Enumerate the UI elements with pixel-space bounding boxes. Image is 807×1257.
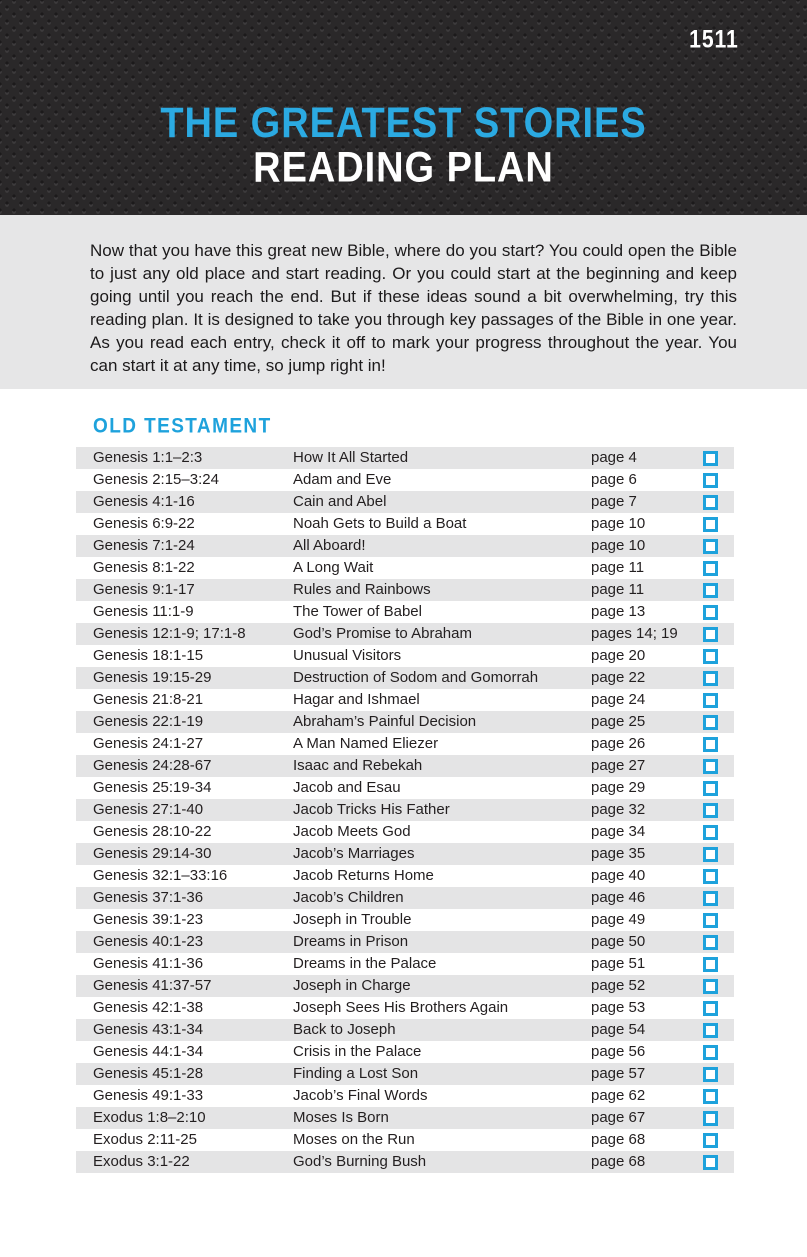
- reading-plan-row: [76, 1151, 734, 1173]
- scripture-reference: Genesis 43:1-34: [93, 1021, 204, 1038]
- scripture-reference: Genesis 45:1-28: [93, 1065, 204, 1082]
- page-reference: page 56: [591, 1043, 646, 1060]
- progress-checkbox[interactable]: [703, 671, 718, 686]
- story-title: Jacob’s Final Words: [293, 1087, 428, 1104]
- reading-plan-row: [76, 557, 734, 579]
- reading-plan-row: [76, 843, 734, 865]
- scripture-reference: Genesis 49:1-33: [93, 1087, 204, 1104]
- page-reference: pages 14; 19: [591, 625, 678, 642]
- story-title: God’s Burning Bush: [293, 1153, 427, 1170]
- reading-plan-row: [76, 535, 734, 557]
- scripture-reference: Genesis 8:1-22: [93, 559, 195, 576]
- reading-plan-row: [76, 865, 734, 887]
- intro-section: [0, 215, 807, 389]
- reading-plan-row: [76, 645, 734, 667]
- page-reference: page 40: [591, 867, 646, 884]
- story-title: Moses on the Run: [293, 1131, 415, 1148]
- story-title: A Man Named Eliezer: [293, 735, 439, 752]
- page-title-line2: READING PLAN: [253, 144, 554, 192]
- story-title: Abraham’s Painful Decision: [293, 713, 477, 730]
- reading-plan-row: [76, 975, 734, 997]
- scripture-reference: Genesis 21:8-21: [93, 691, 204, 708]
- progress-checkbox[interactable]: [703, 539, 718, 554]
- story-title: Jacob and Esau: [293, 779, 401, 796]
- story-title: Joseph in Charge: [293, 977, 411, 994]
- reading-plan-section: [0, 389, 807, 1173]
- story-title: Jacob’s Marriages: [293, 845, 415, 862]
- scripture-reference: Genesis 18:1-15: [93, 647, 204, 664]
- progress-checkbox[interactable]: [703, 451, 718, 466]
- story-title: Dreams in the Palace: [293, 955, 437, 972]
- reading-plan-row: [76, 689, 734, 711]
- scripture-reference: Genesis 27:1-40: [93, 801, 204, 818]
- page-reference: page 10: [591, 515, 646, 532]
- page-reference: page 53: [591, 999, 646, 1016]
- story-title: Isaac and Rebekah: [293, 757, 423, 774]
- story-title: Adam and Eve: [293, 471, 392, 488]
- reading-plan-row: [76, 931, 734, 953]
- story-title: Finding a Lost Son: [293, 1065, 419, 1082]
- page-reference: page 22: [591, 669, 646, 686]
- scripture-reference: Genesis 44:1-34: [93, 1043, 204, 1060]
- page-reference: page 54: [591, 1021, 646, 1038]
- progress-checkbox[interactable]: [703, 605, 718, 620]
- story-title: Noah Gets to Build a Boat: [293, 515, 467, 532]
- page-reference: page 25: [591, 713, 646, 730]
- story-title: Crisis in the Palace: [293, 1043, 422, 1060]
- page-number: 1511: [689, 24, 739, 53]
- scripture-reference: Genesis 41:1-36: [93, 955, 204, 972]
- progress-checkbox[interactable]: [703, 715, 718, 730]
- page-reference: page 32: [591, 801, 646, 818]
- page-reference: page 11: [591, 559, 645, 576]
- progress-checkbox[interactable]: [703, 1045, 718, 1060]
- progress-checkbox[interactable]: [703, 1089, 718, 1104]
- scripture-reference: Exodus 2:11-25: [93, 1131, 197, 1148]
- reading-plan-row: [76, 821, 734, 843]
- page-reference: page 24: [591, 691, 646, 708]
- story-title: Joseph in Trouble: [293, 911, 412, 928]
- section-heading-old-testament: OLD TESTAMENT: [93, 414, 272, 438]
- scripture-reference: Genesis 7:1-24: [93, 537, 195, 554]
- progress-checkbox[interactable]: [703, 825, 718, 840]
- story-title: Jacob’s Children: [293, 889, 404, 906]
- page-reference: page 27: [591, 757, 646, 774]
- story-title: All Aboard!: [293, 537, 366, 554]
- page-title: [0, 101, 807, 191]
- page-reference: page 7: [591, 493, 637, 510]
- progress-checkbox[interactable]: [703, 935, 718, 950]
- page-reference: page 6: [591, 471, 637, 488]
- reading-plan-row: [76, 755, 734, 777]
- reading-plan-row: [76, 491, 734, 513]
- progress-checkbox[interactable]: [703, 1111, 718, 1126]
- progress-checkbox[interactable]: [703, 517, 718, 532]
- scripture-reference: Exodus 3:1-22: [93, 1153, 190, 1170]
- scripture-reference: Genesis 9:1-17: [93, 581, 195, 598]
- story-title: Cain and Abel: [293, 493, 387, 510]
- page-reference: page 46: [591, 889, 646, 906]
- story-title: A Long Wait: [293, 559, 374, 576]
- scripture-reference: Genesis 19:15-29: [93, 669, 212, 686]
- scripture-reference: Genesis 29:14-30: [93, 845, 212, 862]
- page-reference: page 20: [591, 647, 646, 664]
- progress-checkbox[interactable]: [703, 1155, 718, 1170]
- page-reference: page 68: [591, 1153, 646, 1170]
- reading-plan-row: [76, 667, 734, 689]
- progress-checkbox[interactable]: [703, 847, 718, 862]
- progress-checkbox[interactable]: [703, 1001, 718, 1016]
- progress-checkbox[interactable]: [703, 649, 718, 664]
- scripture-reference: Genesis 4:1-16: [93, 493, 195, 510]
- reading-plan-row: [76, 447, 734, 469]
- story-title: Back to Joseph: [293, 1021, 396, 1038]
- progress-checkbox[interactable]: [703, 561, 718, 576]
- page-reference: page 4: [591, 449, 637, 466]
- scripture-reference: Genesis 2:15–3:24: [93, 471, 219, 488]
- reading-plan-row: [76, 623, 734, 645]
- reading-plan-row: [76, 909, 734, 931]
- page-reference: page 50: [591, 933, 646, 950]
- progress-checkbox[interactable]: [703, 1133, 718, 1148]
- scripture-reference: Genesis 39:1-23: [93, 911, 204, 928]
- page-reference: page 11: [591, 581, 645, 598]
- reading-plan-row: [76, 777, 734, 799]
- reading-plan-row: [76, 799, 734, 821]
- page-reference: page 57: [591, 1065, 646, 1082]
- header-banner: [0, 0, 807, 215]
- scripture-reference: Genesis 1:1–2:3: [93, 449, 203, 466]
- progress-checkbox[interactable]: [703, 891, 718, 906]
- page-reference: page 52: [591, 977, 646, 994]
- page-reference: page 68: [591, 1131, 646, 1148]
- progress-checkbox[interactable]: [703, 1023, 718, 1038]
- scripture-reference: Genesis 6:9-22: [93, 515, 195, 532]
- page-title-line1: THE GREATEST STORIES: [160, 99, 647, 147]
- page-reference: page 13: [591, 603, 646, 620]
- page-reference: page 67: [591, 1109, 646, 1126]
- reading-plan-row: [76, 1063, 734, 1085]
- page-reference: page 49: [591, 911, 646, 928]
- progress-checkbox[interactable]: [703, 627, 718, 642]
- reading-plan-row: [76, 887, 734, 909]
- scripture-reference: Genesis 37:1-36: [93, 889, 204, 906]
- story-title: How It All Started: [293, 449, 409, 466]
- scripture-reference: Genesis 24:1-27: [93, 735, 204, 752]
- scripture-reference: Genesis 41:37-57: [93, 977, 212, 994]
- scripture-reference: Genesis 42:1-38: [93, 999, 204, 1016]
- scripture-reference: Genesis 25:19-34: [93, 779, 212, 796]
- progress-checkbox[interactable]: [703, 957, 718, 972]
- reading-plan-table: [76, 447, 734, 1173]
- story-title: Dreams in Prison: [293, 933, 409, 950]
- page-reference: page 35: [591, 845, 646, 862]
- reading-plan-row: [76, 1129, 734, 1151]
- page-reference: page 26: [591, 735, 646, 752]
- page-reference: page 51: [591, 955, 646, 972]
- scripture-reference: Genesis 32:1–33:16: [93, 867, 228, 884]
- progress-checkbox[interactable]: [703, 737, 718, 752]
- scripture-reference: Genesis 28:10-22: [93, 823, 212, 840]
- reading-plan-row: [76, 469, 734, 491]
- scripture-reference: Genesis 12:1-9; 17:1-8: [93, 625, 246, 642]
- progress-checkbox[interactable]: [703, 759, 718, 774]
- reading-plan-row: [76, 579, 734, 601]
- reading-plan-row: [76, 733, 734, 755]
- progress-checkbox[interactable]: [703, 803, 718, 818]
- reading-plan-row: [76, 953, 734, 975]
- progress-checkbox[interactable]: [703, 693, 718, 708]
- page-reference: page 34: [591, 823, 646, 840]
- reading-plan-row: [76, 711, 734, 733]
- progress-checkbox[interactable]: [703, 1067, 718, 1082]
- scripture-reference: Genesis 24:28-67: [93, 757, 212, 774]
- story-title: Jacob Meets God: [293, 823, 411, 840]
- story-title: God’s Promise to Abraham: [293, 625, 472, 642]
- story-title: Rules and Rainbows: [293, 581, 431, 598]
- reading-plan-row: [76, 601, 734, 623]
- progress-checkbox[interactable]: [703, 583, 718, 598]
- page-reference: page 62: [591, 1087, 646, 1104]
- page-reference: page 29: [591, 779, 646, 796]
- scripture-reference: Exodus 1:8–2:10: [93, 1109, 206, 1126]
- progress-checkbox[interactable]: [703, 473, 718, 488]
- reading-plan-row: [76, 1107, 734, 1129]
- intro-paragraph: Now that you have this great new Bible, where do you start? You could open the Bible to just any old place and start reading. Or you could start at the beginning and keep going until you reach the end. But if these ideas sound a bit overwhelming, try this reading plan. It is designed to take you through key passages of the Bible in one year. As you read each entry, check it off to mark your progress throughout the year. You can start it at any time, so jump right in!: [90, 241, 737, 375]
- story-title: Unusual Visitors: [293, 647, 402, 664]
- progress-checkbox[interactable]: [703, 869, 718, 884]
- reading-plan-row: [76, 997, 734, 1019]
- progress-checkbox[interactable]: [703, 979, 718, 994]
- story-title: Jacob Returns Home: [293, 867, 434, 884]
- story-title: Hagar and Ishmael: [293, 691, 420, 708]
- scripture-reference: Genesis 11:1-9: [93, 603, 194, 620]
- scripture-reference: Genesis 40:1-23: [93, 933, 204, 950]
- story-title: Joseph Sees His Brothers Again: [293, 999, 509, 1016]
- progress-checkbox[interactable]: [703, 495, 718, 510]
- reading-plan-row: [76, 1041, 734, 1063]
- progress-checkbox[interactable]: [703, 913, 718, 928]
- progress-checkbox[interactable]: [703, 781, 718, 796]
- page-reference: page 10: [591, 537, 646, 554]
- story-title: Jacob Tricks His Father: [293, 801, 450, 818]
- reading-plan-row: [76, 513, 734, 535]
- story-title: Moses Is Born: [293, 1109, 389, 1126]
- story-title: The Tower of Babel: [293, 603, 422, 620]
- reading-plan-row: [76, 1019, 734, 1041]
- reading-plan-row: [76, 1085, 734, 1107]
- story-title: Destruction of Sodom and Gomorrah: [293, 669, 539, 686]
- scripture-reference: Genesis 22:1-19: [93, 713, 204, 730]
